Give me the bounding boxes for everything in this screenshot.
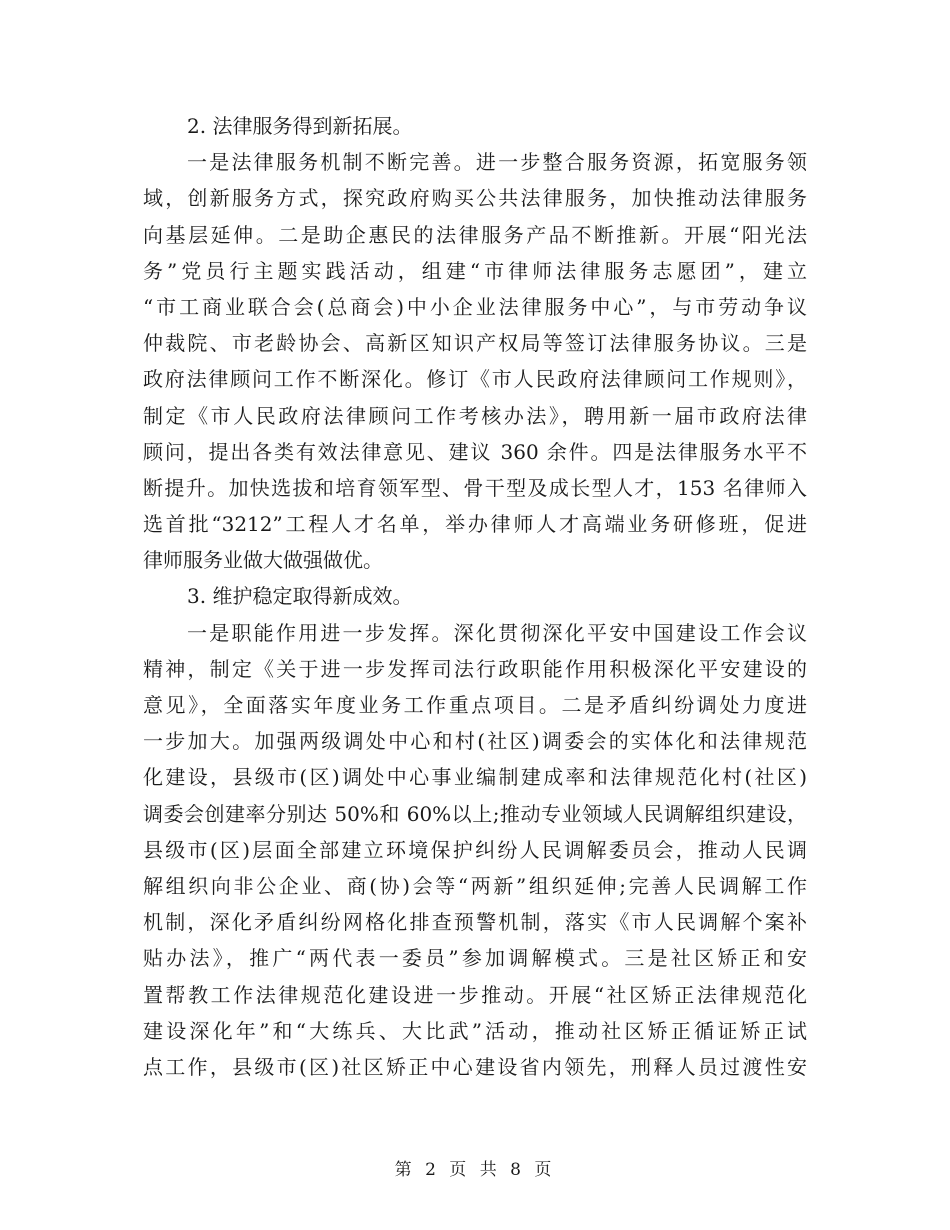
- text-line: 精神，制定《关于进一步发挥司法行政职能作用积极深化平安建设的: [143, 656, 807, 681]
- text-line: 断提升。加快选拔和培育领军型、骨干型及成长型人才，153 名律师入: [143, 475, 807, 500]
- section-heading: 3. 维护稳定取得新成效。: [187, 584, 413, 609]
- text-line: 选首批“3212”工程人才名单，举办律师人才高端业务研修班，促进: [143, 512, 807, 537]
- text-line: 县级市(区)层面全部建立环境保护纠纷人民调解委员会，推动人民调: [143, 837, 807, 862]
- text-line: 意见》，全面落实年度业务工作重点项目。二是矛盾纠纷调处力度进: [143, 693, 807, 717]
- text-line: 一是职能作用进一步发挥。深化贯彻深化平安中国建设工作会议: [187, 620, 807, 645]
- page-footer: 第 2 页 共 8 页: [394, 1160, 556, 1180]
- text-line: 置帮教工作法律规范化建设进一步推动。开展“社区矫正法律规范化: [143, 982, 807, 1007]
- text-line: 一是法律服务机制不断完善。进一步整合服务资源，拓宽服务领: [187, 150, 807, 175]
- body-text: [143, 108, 807, 1085]
- text-line: 点工作，县级市(区)社区矫正中心建设省内领先，刑释人员过渡性安: [143, 1054, 807, 1079]
- text-line: 顾问，提出各类有效法律意见、建议 360 余件。四是法律服务水平不: [143, 439, 807, 464]
- text-line: 制定《市人民政府法律顾问工作考核办法》，聘用新一届市政府法律: [143, 403, 807, 428]
- text-line: 向基层延伸。二是助企惠民的法律服务产品不断推新。开展“阳光法: [143, 222, 807, 247]
- text-line: 仲裁院、市老龄协会、高新区知识产权局等签订法律服务协议。三是: [143, 331, 807, 356]
- text-line: 务”党员行主题实践活动，组建“市律师法律服务志愿团”，建立: [143, 258, 807, 283]
- text-line: 律师服务业做大做强做优。: [143, 548, 383, 573]
- text-line: 域，创新服务方式，探究政府购买公共法律服务，加快推动法律服务: [143, 186, 807, 211]
- text-line: 调委会创建率分别达 50%和 60%以上;推动专业领域人民调解组织建设，: [143, 801, 807, 826]
- text-line: 机制，深化矛盾纠纷网格化排查预警机制，落实《市人民调解个案补: [143, 910, 807, 935]
- text-line: 一步加大。加强两级调处中心和村(社区)调委会的实体化和法律规范: [143, 729, 807, 754]
- text-line: 贴办法》，推广“两代表一委员”参加调解模式。三是社区矫正和安: [143, 946, 807, 971]
- section-heading: 2. 法律服务得到新拓展。: [187, 114, 413, 138]
- text-line: 建设深化年”和“大练兵、大比武”活动，推动社区矫正循证矫正试: [143, 1018, 807, 1043]
- text-line: 化建设，县级市(区)调处中心事业编制建成率和法律规范化村(社区): [143, 765, 807, 790]
- text-line: 政府法律顾问工作不断深化。修订《市人民政府法律顾问工作规则》，: [143, 367, 807, 392]
- text-line: “市工商业联合会(总商会)中小企业法律服务中心”，与市劳动争议: [143, 294, 807, 319]
- text-line: 解组织向非公企业、商(协)会等“两新”组织延伸;完善人民调解工作: [143, 873, 807, 898]
